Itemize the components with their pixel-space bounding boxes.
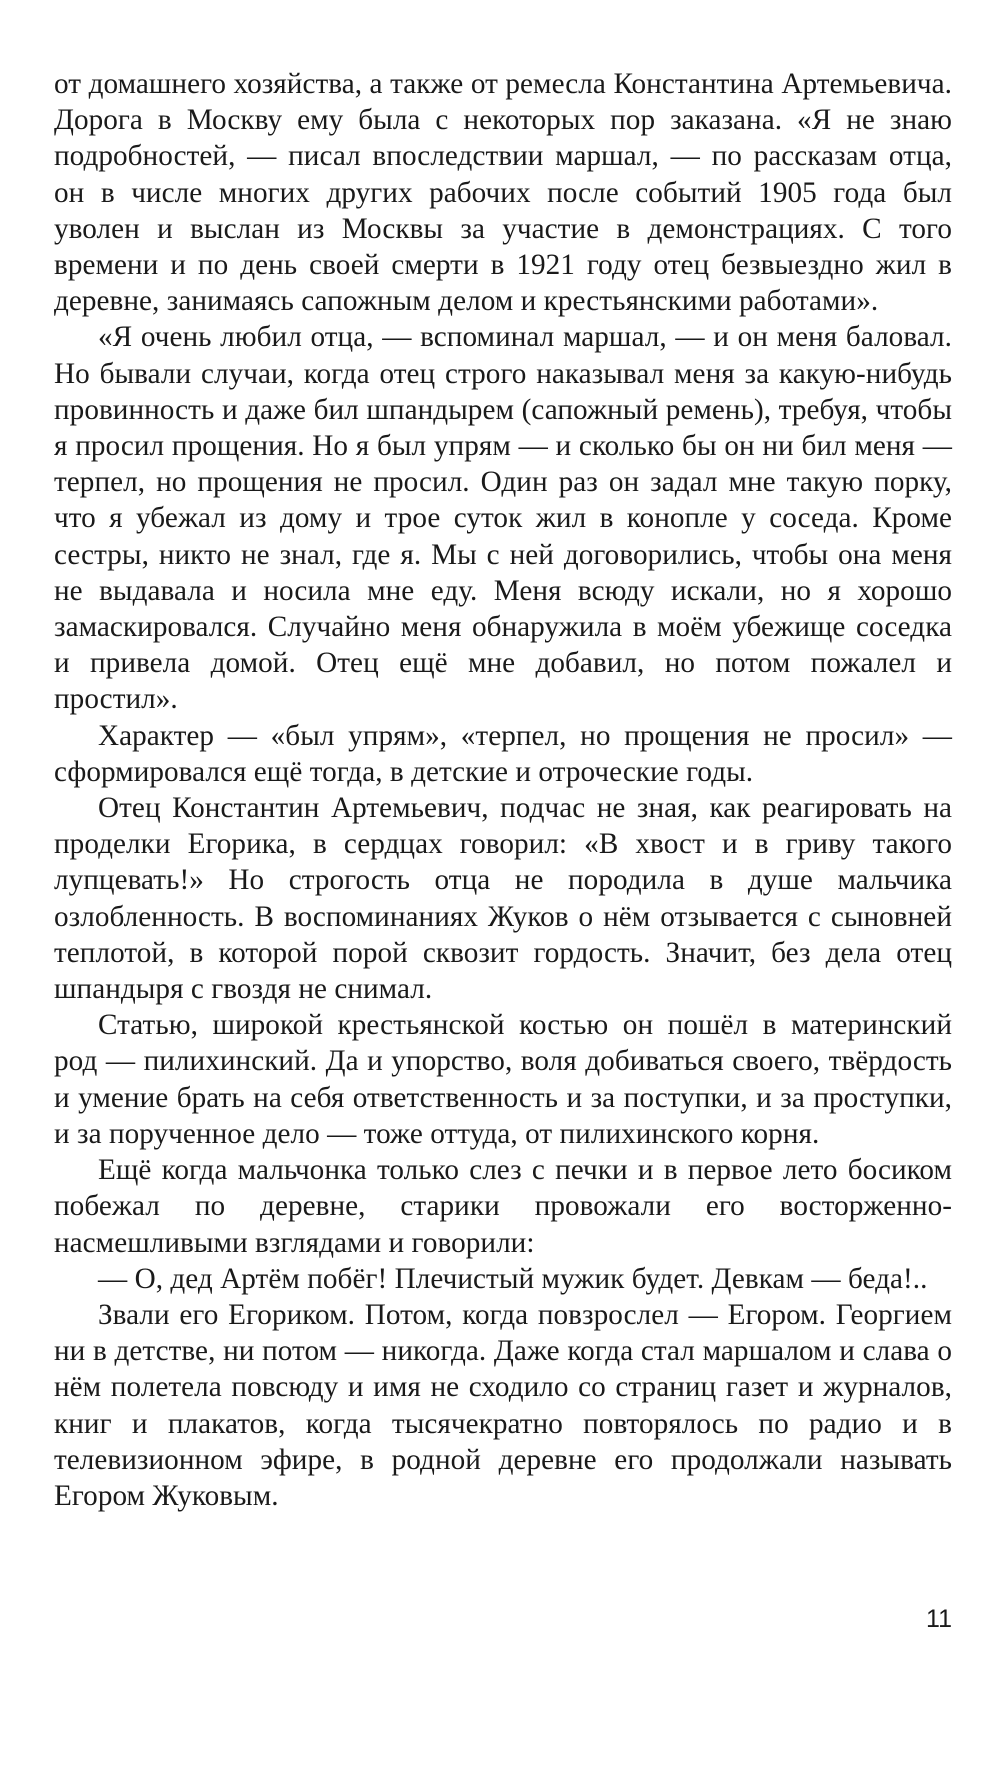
paragraph-5: Статью, широкой крестьянской костью он пошёл в материнский род — пилихинский. Да и упорство, воля добиваться своего, твёрдость и умение брать на себя ответственность и за поступки, и за проступки, и за порученное дело — тоже оттуда, от пилихинского корня. <box>54 1009 952 1150</box>
body-text <box>54 66 952 1514</box>
paragraph-4: Отец Константин Артемьевич, подчас не зная, как реагировать на проделки Егорика, в сердцах говорил: «В хвост и в гриву такого лупцевать!» Но строгость отца не породила в душе мальчика озлобленность. В воспоминаниях Жуков о нём отзывается с сыновней теплотой, в которой порой сквозит гордость. Значит, без дела отец шпандыря с гвоздя не снимал. <box>54 792 952 1006</box>
paragraph-8: Звали его Егориком. Потом, когда повзрослел — Егором. Георгием ни в детстве, ни потом — никогда. Даже когда стал маршалом и слава о нём полетела повсюду и имя не сходило со страниц газет и журналов, книг и плакатов, когда тысячекратно повторялось по радио и в телевизионном эфире, в родной деревне его продолжали называть Егором Жуковым. <box>54 1298 952 1512</box>
paragraph-7-dialogue: — О, дед Артём побёг! Плечистый мужик будет. Девкам — беда!.. <box>98 1262 928 1295</box>
paragraph-6: Ещё когда мальчонка только слез с печки и в первое лето босиком побежал по деревне, старики провожали его восторженно-насмешливыми взглядами и говорили: <box>54 1154 952 1259</box>
paragraph-1: от домашнего хозяйства, а также от ремесла Константина Артемьевича. Дорога в Москву ему была с некоторых пор заказана. «Я не знаю подробностей, — писал впоследствии маршал, — по рассказам отца, он в числе многих других рабочих после событий 1905 года был уволен и выслан из Москвы за участие в демонстрациях. С того времени и по день своей смерти в 1921 году отец безвыездно жил в деревне, занимаясь сапожным делом и крестьянскими работами». <box>54 68 952 318</box>
page-number: 11 <box>926 1605 952 1633</box>
paragraph-3: Характер — «был упрям», «терпел, но прощения не просил» — сформировался ещё тогда, в детские и отроческие годы. <box>54 719 952 788</box>
paragraph-2: «Я очень любил отца, — вспоминал маршал, — и он меня баловал. Но бывали случаи, когда отец строго наказывал меня за какую-нибудь провинность и даже бил шпандырем (сапожный ремень), требуя, чтобы я просил прощения. Но я был упрям — и сколько бы он ни бил меня — терпел, но прощения не просил. Один раз он задал мне такую порку, что я убежал из дому и трое суток жил в конопле у соседа. Кроме сестры, никто не знал, где я. Мы с ней договорились, чтобы она меня не выдавала и носила мне еду. Меня всюду искали, но я хорошо замаскировался. Случайно меня обнаружила в моём убежище соседка и привела домой. Отец ещё мне добавил, но потом пожалел и простил». <box>54 321 952 716</box>
